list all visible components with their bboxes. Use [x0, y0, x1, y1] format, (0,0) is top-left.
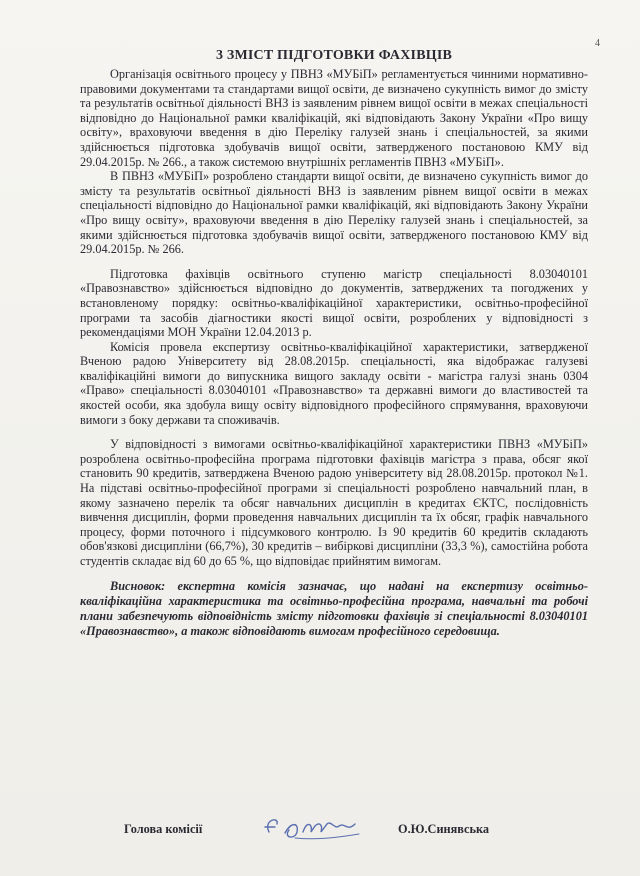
- signature-label: Голова комісії: [124, 822, 203, 836]
- handwritten-signature: [255, 810, 365, 846]
- signatory-name: О.Ю.Синявська: [398, 822, 490, 836]
- paragraph-3: Підготовка фахівців освітнього ступеню магістр спеціальності 8.03040101 «Правознавство» здійснюється відповідно до документів, затверджених та погоджених у встановленому порядку: освітньо-кваліфікаційної характеристики, освітньо-професійної програми та засобів діагностики якості вищої освіти, розроблених у відповідності з рекомендаціями МОН України 12.04.2013 р.: [80, 266, 588, 340]
- paragraph-2: В ПВНЗ «МУБіП» розроблено стандарти вищої освіти, де визначено сукупність вимог до змісту та результатів освітньої діяльності ВНЗ із заявленим рівнем вищої освіти в межах спеціальності відповідно до Національної рамки кваліфікацій, які відповідають Закону України «Про вищу освіту», враховуючи введення в дію Переліку галузей знань і спеціальностей, за якими здійснюється підготовка здобувачів вищої освіти, затвердженого постановою КМУ від 29.04.2015р. № 266.: [80, 169, 588, 257]
- section-title: 3 ЗМІСТ ПІДГОТОВКИ ФАХІВЦІВ: [215, 48, 453, 63]
- page-number: 4: [595, 38, 600, 49]
- conclusion-paragraph: Висновок: експертна комісія зазначає, що надані на експертизу освітньо-кваліфікаційна характеристика та освітньо-професійна програма, навчальні та робочі плани забезпечують відповідність змісту підготовки фахівців зі спеціальності 8.03040101 «Правознавство», а також відповідають вимогам професійного середовища.: [80, 578, 588, 639]
- signature-block: [0, 818, 640, 848]
- paragraph-4: Комісія провела експертизу освітньо-кваліфікаційної характеристики, затвердженої Вченою радою Університету від 28.08.2015р. спеціальності, яка відображає галузеві кваліфікаційні вимоги до випускника вищого закладу освіти - магістра галузі знань 0304 «Право» спеціальності 8.03040101 «Правознавство» та державні вимоги до властивостей та якостей особи, яка здобула вищу освіту відповідного професійного спрямування, враховуючи вимоги з боку держави та споживачів.: [80, 339, 588, 427]
- paragraph-1: Організація освітнього процесу у ПВНЗ «МУБіП» регламентується чинними нормативно-правовими документами та стандартами вищої освіти, де визначено сукупність вимог до змісту та результатів освітньої діяльності ВНЗ із заявленим рівнем вищої освіти в межах спеціальності відповідно до Національної рамки кваліфікацій, які відповідають Закону України «Про вищу освіту», враховуючи введення в дію Переліку галузей знань і спеціальностей, за якими здійснюється підготовка здобувачів вищої освіти, затвердженого постановою КМУ від 29.04.2015р. № 266., а також системою внутрішніх регламентів ПВНЗ «МУБіП».: [80, 67, 588, 169]
- paragraph-5: У відповідності з вимогами освітньо-кваліфікаційної характеристики ПВНЗ «МУБіП» розроблена освітньо-професійна програма підготовки фахівців магістра з права, обсяг якої становить 90 кредитів, затверджена Вченою радою університету від 28.08.2015р. протокол №1. На підставі освітньо-професійної програми зі спеціальності розроблено навчальний план, в якому зазначено перелік та обсяг навчальних дисциплін в кредитах ЄКТС, послідовність вивчення дисциплін, форми проведення навчальних дисциплін та їх обсяг, графік навчального процесу, форми поточного і підсумкового контролю. Із 90 кредитів 60 кредитів складають обов'язкові дисципліни (66,7%), 30 кредитів – вибіркові дисципліни (33,3 %), самостійна робота студентів складає від 60 до 65 %, що відповідає прийнятим вимогам.: [80, 437, 588, 568]
